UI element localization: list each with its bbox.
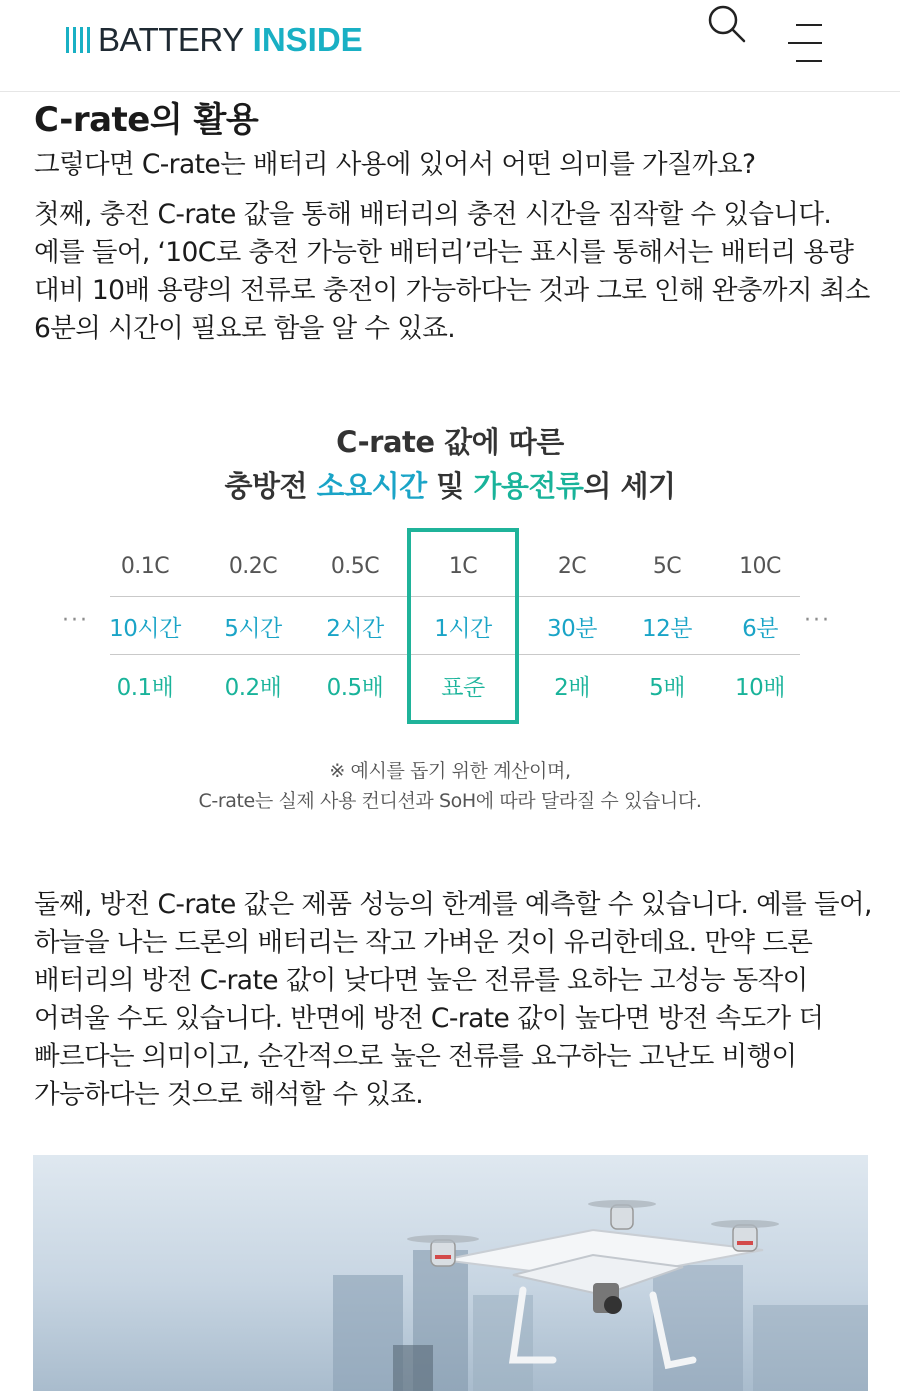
- infographic-note-line1: ※ 예시를 돕기 위한 계산이며,: [329, 760, 571, 782]
- section-heading: C-rate의 활용: [34, 100, 259, 140]
- logo-text-inside: INSIDE: [252, 21, 363, 58]
- current-cell: 5배: [649, 675, 685, 701]
- rate-cell: 0.2C: [228, 554, 278, 579]
- current-cell: 2배: [554, 675, 590, 701]
- title-current-highlight: 가용전류: [473, 469, 584, 503]
- rate-cell: 0.5C: [330, 554, 380, 579]
- site-header: [0, 0, 900, 92]
- infographic-title-line1: C-rate 값에 따른: [336, 425, 564, 459]
- title-text: 및: [426, 469, 474, 503]
- current-cell: 표준: [441, 675, 485, 701]
- search-icon[interactable]: [704, 2, 748, 46]
- infographic-note-line2: C-rate는 실제 사용 컨디션과 SoH에 따라 달라질 수 있습니다.: [198, 790, 702, 812]
- first-point-paragraph: 첫째, 충전 C-rate 값을 통해 배터리의 충전 시간을 짐작할 수 있습니다. 예를 들어, ‘10C로 충전 가능한 배터리’라는 표시를 통해서는 배터리 용량 대비 10배 용량의 전류로 충전이 가능하다는 것과 그로 인해 완충까지 최소 6분의 시간이 필요로 함을 알 수 있죠.: [34, 199, 870, 344]
- time-cell: 10시간: [109, 616, 181, 642]
- current-cell: 10배: [735, 675, 785, 701]
- intro-paragraph: 그렇다면 C-rate는 배터리 사용에 있어서 어떤 의미를 가질까요?: [34, 149, 756, 180]
- time-cell: 5시간: [224, 616, 282, 642]
- time-cell: 1시간: [434, 616, 492, 642]
- current-cell: 0.2배: [224, 675, 282, 701]
- infographic-title-line2: [0, 464, 900, 505]
- current-cell: 0.1배: [116, 675, 174, 701]
- drone-image: [33, 1155, 868, 1391]
- title-time-highlight: 소요시간: [316, 469, 427, 503]
- left-ellipsis: ···: [62, 608, 89, 633]
- highlight-1c-box: [407, 528, 519, 724]
- hamburger-menu-icon[interactable]: [780, 18, 826, 68]
- current-cell: 0.5배: [326, 675, 384, 701]
- logo-text-battery: BATTERY: [98, 21, 244, 58]
- time-cell: 30분: [547, 616, 597, 642]
- rate-cell: 10C: [739, 554, 781, 579]
- logo-bars-icon: [66, 27, 90, 53]
- second-point-paragraph: 둘째, 방전 C-rate 값은 제품 성능의 한계를 예측할 수 있습니다. 예를 들어, 하늘을 나는 드론의 배터리는 작고 가벼운 것이 유리한데요. 만약 드론 배터리의 방전 C-rate 값이 낮다면 높은 전류를 요하는 고성능 동작이 어려울 수도 있습니다. 반면에 방전 C-rate 값이 높다면 방전 속도가 더 빠르다는 의미이고, 순간적으로 높은 전류를 요구하는 고난도 비행이 가능하다는 것으로 해석할 수 있죠.: [34, 889, 872, 1110]
- right-ellipsis: ···: [804, 608, 831, 633]
- rate-cell: 2C: [557, 554, 587, 579]
- title-text: 충방전: [224, 469, 317, 503]
- title-text: 의 세기: [583, 469, 676, 503]
- time-cell: 12분: [642, 616, 692, 642]
- rate-cell: 0.1C: [120, 554, 170, 579]
- rate-cell: 5C: [652, 554, 682, 579]
- battery-inside-logo[interactable]: [66, 20, 363, 60]
- time-cell: 2시간: [326, 616, 384, 642]
- rate-cell: 1C: [448, 554, 478, 579]
- time-cell: 6분: [742, 616, 778, 642]
